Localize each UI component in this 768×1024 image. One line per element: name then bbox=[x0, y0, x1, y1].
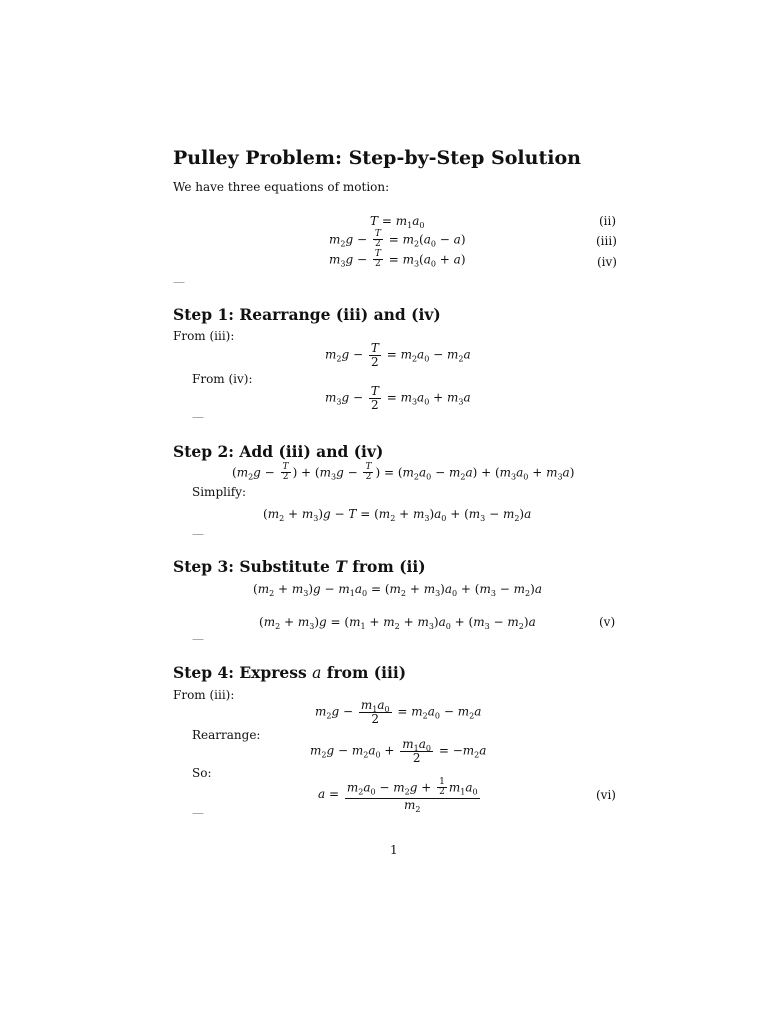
step3-heading bbox=[173, 557, 426, 576]
equation-v: $(m_2 + m_3)g = (m_1 + m_2 + m_3)a_0 + (m_3 - m_2)a$ bbox=[259, 615, 536, 631]
step2-simplify-label: Simplify: bbox=[192, 485, 247, 499]
step3-heading-variable: T bbox=[335, 557, 347, 576]
separator: — bbox=[173, 275, 185, 289]
equation-ii: $T = m_1a_0$ bbox=[370, 214, 425, 230]
separator: — bbox=[192, 632, 204, 646]
page-number: 1 bbox=[390, 843, 398, 857]
step4-equation-iii: $m_2g$ − $\frac{m_1a_0}{2}$ = $m_2a_0 - m_2a$ bbox=[315, 698, 482, 726]
equation-tag-ii: (ii) bbox=[599, 214, 617, 228]
intro-text: We have three equations of motion: bbox=[173, 180, 390, 194]
document-title: Pulley Problem: Step-by-Step Solution bbox=[173, 147, 581, 169]
step4-heading-variable: a bbox=[312, 664, 322, 682]
equation-tag-iv: (iv) bbox=[597, 255, 617, 269]
step1-equation-iii: $m_2g$ − $\frac{T}{2}$ = $m_2a_0 - m_2a$ bbox=[325, 341, 471, 369]
step1-heading: Step 1: Rearrange (iii) and (iv) bbox=[173, 305, 441, 324]
step4-rearranged-equation: $m_2g - m_2a_0$ + $\frac{m_1a_0}{2}$ = $-m_2a$ bbox=[310, 737, 487, 765]
equation-iv: $m_3g$ − $\frac{T}{2}$ = $m_3(a_0 + a)$ bbox=[329, 249, 466, 270]
equation-iii: $m_2g$ − $\frac{T}{2}$ = $m_2(a_0 - a)$ bbox=[329, 229, 466, 250]
step3-heading-before: Step 3: Substitute bbox=[173, 557, 336, 576]
step4-heading bbox=[173, 663, 406, 682]
step3-heading-after: from (ii) bbox=[346, 557, 426, 576]
step3-substituted-equation: $(m_2 + m_3)g - m_1a_0 = (m_2 + m_3)a_0 + (m_3 - m_2)a$ bbox=[253, 582, 542, 598]
step2-sum-equation: ($m_2g$ − $\frac{T}{2}$ ) + ($m_3g$ − $\frac{T}{2}$ ) = $(m_2a_0 - m_2a) + (m_3a_0 + m_3a)$ bbox=[232, 462, 575, 483]
step1-from-iii-label: From (iii): bbox=[173, 329, 235, 343]
step2-simplified-equation: $(m_2 + m_3)g - T = (m_2 + m_3)a_0 + (m_3 - m_2)a$ bbox=[263, 507, 532, 523]
step2-heading: Step 2: Add (iii) and (iv) bbox=[173, 442, 384, 461]
separator: — bbox=[192, 806, 204, 820]
equation-vi: a = $m_2a_0 - m_2g$ + $\frac{1}{2}$ $m_1a_0$ $m_2$ bbox=[318, 777, 478, 814]
separator: — bbox=[192, 527, 204, 541]
step4-from-iii-label: From (iii): bbox=[173, 688, 235, 702]
separator: — bbox=[192, 410, 204, 424]
step4-heading-after: from (iii) bbox=[321, 663, 407, 682]
equation-tag-iii: (iii) bbox=[596, 234, 617, 248]
equation-tag-vi: (vi) bbox=[596, 788, 616, 802]
step4-rearrange-label: Rearrange: bbox=[192, 728, 261, 742]
step1-equation-iv: $m_3g$ − $\frac{T}{2}$ = $m_3a_0 + m_3a$ bbox=[325, 384, 471, 412]
step4-so-label: So: bbox=[192, 766, 212, 780]
step1-from-iv-label: From (iv): bbox=[192, 372, 253, 386]
equation-tag-v: (v) bbox=[599, 615, 616, 629]
step4-heading-before: Step 4: Express bbox=[173, 663, 313, 682]
